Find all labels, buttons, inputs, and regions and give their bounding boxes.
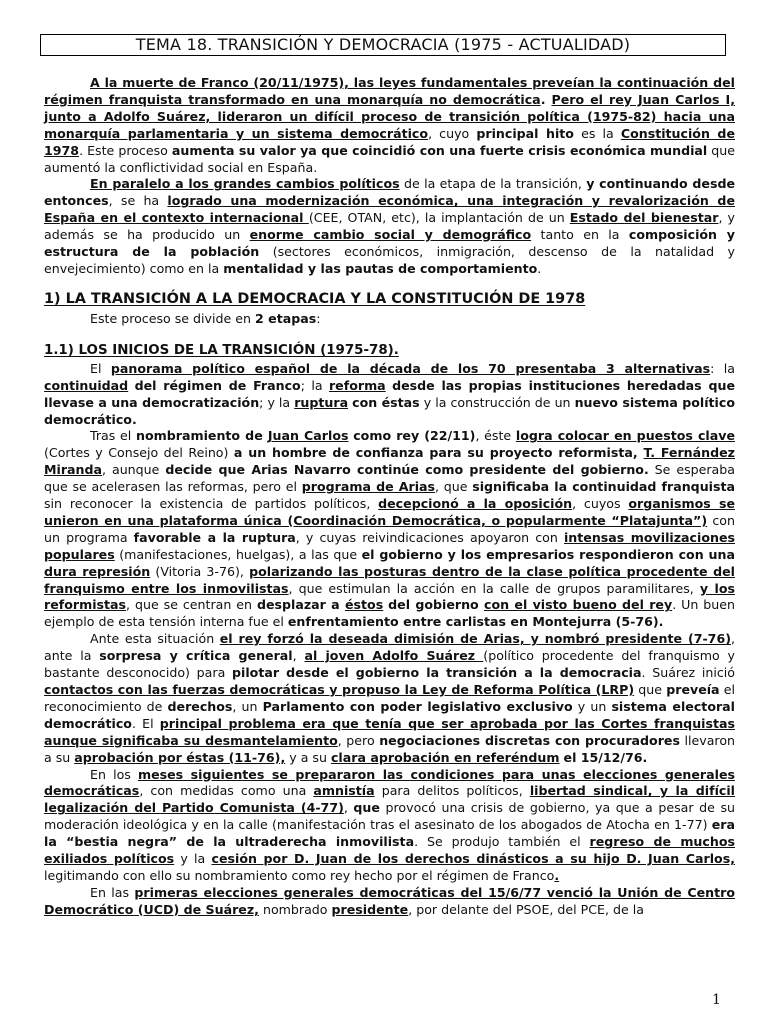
text-run: con éstas bbox=[352, 394, 420, 410]
text-run: 2 etapas bbox=[255, 310, 317, 326]
text-run: logrado una modernización económica, una integración y revalorización de España en el contexto internacional bbox=[44, 193, 735, 226]
text-run: reforma bbox=[328, 377, 386, 393]
text-run: En paralelo a los grandes cambios políticos bbox=[90, 176, 400, 192]
text-run: composición y estructura de la población bbox=[44, 227, 735, 260]
section-1-intro: Este proceso se divide en 2 etapas: bbox=[90, 310, 321, 326]
text-run: Juan Carlos bbox=[267, 428, 349, 444]
text-run: intensas movilizaciones populares bbox=[44, 529, 735, 562]
text-run: significaba la continuidad franquista bbox=[472, 479, 735, 495]
text-run: sistema electoral democrático bbox=[44, 698, 735, 731]
text-run: enorme cambio social y demográfico bbox=[249, 227, 532, 243]
text-run: clara aprobación en referéndum bbox=[330, 749, 560, 765]
text-run: al joven Adolfo Suárez bbox=[304, 648, 484, 664]
text-run: dura represión bbox=[44, 563, 151, 579]
paragraph-1-1-c: Ante esta situación el rey forzó la deseada dimisión de Arias, y nombró presidente (7-76), ante la sorpresa y crítica general, al joven Adolfo Suárez (político procedente del franquismo y bastante desconocido) para pilotar desde el gobierno la transición a la democracia. Suárez inició contactos con las fuerzas democráticas y propuso la Ley de Reforma Política (LRP) que preveía el reconocimiento de derechos, un Parlamento con poder legislativo exclusivo y un sistema electoral democrático. El principal problema era que tenía que ser aprobada por las Cortes franquistas aunque significaba su desmantelamiento, pero negociaciones discretas con procuradores llevaron a su aprobación por éstas (11-76), y a su clara aprobación en referéndum el 15/12/76. bbox=[44, 631, 736, 765]
text-run: panorama político español de la década de los 70 presentaba 3 alternativas bbox=[110, 360, 711, 376]
text-run: preveía bbox=[666, 682, 720, 697]
text-run: A la muerte de Franco (20/11/1975), las leyes fundamentales preveían la continuación del régimen franquista transformado en una monarquía no democrática bbox=[44, 75, 735, 107]
text-run: cesión por D. Juan de los derechos dinásticos a su hijo D. Juan Carlos, bbox=[211, 851, 735, 867]
text-run: programa de Arias bbox=[301, 479, 436, 495]
text-run: sorpresa y crítica general bbox=[99, 648, 293, 664]
text-run: con el visto bueno del rey bbox=[484, 597, 673, 613]
text-run: derechos bbox=[167, 698, 233, 714]
paragraph-intro-2: En paralelo a los grandes cambios políticos de la etapa de la transición, y continuando desde entonces, se ha logrado una modernización económica, una integración y revalorización de España en el contexto internacional (CEE, OTAN, etc), la implantación de un Estado del bienestar, y además se ha producido un enorme cambio social y demográfico tanto en la composición y estructura de la población (sectores económicos, inmigración, descenso de la natalidad y envejecimiento) como en la mentalidad y las pautas de comportamiento. bbox=[44, 176, 735, 276]
text-run: primeras elecciones generales democráticas del 15/6/77 venció la Unión de Centro Democrático (UCD) de Suárez, bbox=[44, 884, 735, 917]
text-run: contactos con las fuerzas democráticas y propuso la Ley de Reforma Política (LRP) bbox=[44, 682, 635, 697]
text-run: continuidad bbox=[44, 377, 129, 393]
paragraph-1-1-a: El panorama político español de la década de los 70 presentaba 3 alternativas: la continuidad del régimen de Franco; la reforma desde las propias instituciones heredadas que llevase a una democratización; y la ruptura con éstas y la construcción de un nuevo sistema político democrático. bbox=[44, 360, 735, 427]
text-run: T. Fernández Miranda bbox=[44, 445, 735, 478]
text-run: éstos bbox=[344, 597, 384, 613]
document-title: TEMA 18. TRANSICIÓN Y DEMOCRACIA (1975 - ACTUALIDAD) bbox=[40, 34, 726, 56]
text-run: nuevo sistema político democrático. bbox=[44, 394, 735, 427]
text-run: del gobierno bbox=[388, 597, 485, 613]
text-run: que bbox=[353, 800, 380, 816]
paragraph-1-1-b: Tras el nombramiento de Juan Carlos como rey (22/11), éste logra colocar en puestos clave (Cortes y Consejo del Reino) a un hombre de confianza para su proyecto reformista, T. Fernández Miranda, aunque decide que Arias Navarro continúe como presidente del gobierno. Se esperaba que se acelerasen las reformas, pero el programa de Arias, que significaba la continuidad franquista sin reconocer la existencia de partidos políticos, decepcionó a la oposición, cuyos organismos se unieron en una plataforma única (Coordinación Democrática, o popularmente “Platajunta”) con un programa favorable a la ruptura, y cuyas reivindicaciones apoyaron con intensas movilizaciones populares (manifestaciones, huelgas), a las que el gobierno y los empresarios respondieron con una dura represión (Vitoria 3-76), polarizando las posturas dentro de la clase política procedente del franquismo entre los inmovilistas, que estimulan la acción en la calle de grupos paramilitares, y los reformistas, que se centran en desplazar a éstos del gobierno con el visto bueno del rey. Un buen ejemplo de esta tensión interna fue el enfrentamiento entre carlistas en Montejurra (5-76). bbox=[44, 428, 735, 630]
paragraph-1-1-e: En las primeras elecciones generales democráticas del 15/6/77 venció la Unión de Centro Democrático (UCD) de Suárez, nombrado presidente, por delante del PSOE, del PCE, de la bbox=[44, 884, 735, 917]
text-run: negociaciones discretas con procuradores bbox=[379, 732, 680, 748]
text-run: el rey forzó la deseada dimisión de Arias, y nombró presidente (7-76) bbox=[219, 631, 731, 647]
text-run: presidente bbox=[331, 901, 409, 917]
text-run: meses siguientes se prepararon las condiciones para unas elecciones generales democráticas bbox=[44, 766, 735, 799]
text-run: enfrentamiento entre carlistas en Montejurra (5-76). bbox=[287, 614, 664, 630]
text-run: el 15/12/76. bbox=[563, 749, 648, 765]
text-run: desde las propias instituciones heredadas que llevase a una democratización bbox=[44, 377, 735, 410]
text-run: como rey (22/11) bbox=[353, 428, 476, 444]
text-run: libertad sindical, y la difícil legalización del Partido Comunista (4-77) bbox=[44, 783, 735, 816]
text-run: Pero el rey Juan Carlos I, junto a Adolfo Suárez, lideraron un difícil proceso de transición política (1975-82) hacia una monarquía parlamentaria y un sistema democrático bbox=[44, 91, 735, 141]
text-run: desplazar a bbox=[256, 597, 345, 613]
section-1-1-heading: 1.1) LOS INICIOS DE LA TRANSICIÓN (1975-78). bbox=[44, 342, 399, 358]
text-run: decide que Arias Navarro continúe como presidente del gobierno. bbox=[165, 462, 649, 478]
text-run: . bbox=[554, 867, 560, 883]
text-run: Estado del bienestar bbox=[569, 210, 719, 226]
text-run: era la “bestia negra” de la ultraderecha inmovilista bbox=[44, 817, 735, 850]
text-run: Constitución de 1978 bbox=[44, 125, 735, 158]
text-run: polarizando las posturas dentro de la clase política procedente del franquismo entre los inmovilistas bbox=[44, 563, 735, 596]
text-run: mentalidad y las pautas de comportamiento bbox=[223, 260, 538, 276]
text-run: principal hito bbox=[476, 125, 574, 141]
document-body bbox=[44, 75, 735, 919]
text-run: principal problema era que tenía que ser aprobada por las Cortes franquistas bbox=[159, 715, 735, 731]
text-run: . bbox=[540, 91, 552, 107]
text-run: amnistía bbox=[313, 783, 375, 799]
text-run: pilotar desde el gobierno la transición a la democracia bbox=[232, 665, 642, 681]
text-run: regreso de muchos exiliados políticos bbox=[44, 834, 735, 867]
text-run: decepcionó a la oposición bbox=[378, 496, 573, 512]
text-run: organismos se unieron en una plataforma única (Coordinación Democrática, o popularmente “Platajunta”) bbox=[44, 496, 735, 528]
text-run: ruptura bbox=[294, 394, 349, 410]
paragraph-1-1-d: En los meses siguientes se prepararon las condiciones para unas elecciones generales democráticas, con medidas como una amnistía para delitos políticos, libertad sindical, y la difícil legalización del Partido Comunista (4-77), que provocó una crisis de gobierno, ya que a pesar de su moderación ideológica y en la calle (manifestación tras el asesinato de los abogados de Atocha en 1-77) era la “bestia negra” de la ultraderecha inmovilista. Se produjo también el regreso de muchos exiliados políticos y la cesión por D. Juan de los derechos dinásticos a su hijo D. Juan Carlos, legitimando con ello su nombramiento como rey hecho por el régimen de Franco. bbox=[44, 766, 735, 883]
text-run: Parlamento con poder legislativo exclusivo bbox=[262, 698, 573, 714]
text-run: favorable a la ruptura bbox=[133, 529, 296, 545]
text-run: aunque significaba su desmantelamiento bbox=[44, 732, 338, 748]
text-run: logra colocar en puestos clave bbox=[515, 428, 735, 444]
text-run: aprobación por éstas (11-76), bbox=[74, 749, 286, 765]
text-run: y continuando desde entonces bbox=[44, 176, 735, 209]
paragraph-intro-1: A la muerte de Franco (20/11/1975), las leyes fundamentales preveían la continuación del régimen franquista transformado en una monarquía no democrática. Pero el rey Juan Carlos I, junto a Adolfo Suárez, lideraron un difícil proceso de transición política (1975-82) hacia una monarquía parlamentaria y un sistema democrático, cuyo principal hito es la Constitución de 1978. Este proceso aumenta su valor ya que coincidió con una fuerte crisis económica mundial que aumentó la conflictividad social en España. bbox=[44, 75, 735, 175]
page-number: 1 bbox=[712, 992, 721, 1008]
text-run: a un hombre de confianza para su proyecto reformista, bbox=[233, 445, 644, 461]
text-run: nombramiento de bbox=[136, 428, 268, 444]
text-run: y los reformistas bbox=[44, 580, 735, 613]
text-run: el gobierno y los empresarios respondieron con una bbox=[361, 546, 735, 562]
text-run: del régimen de Franco bbox=[134, 377, 301, 393]
text-run: aumenta su valor ya que coincidió con una fuerte crisis económica mundial bbox=[171, 142, 708, 158]
section-1-heading: 1) LA TRANSICIÓN A LA DEMOCRACIA Y LA CONSTITUCIÓN DE 1978 bbox=[44, 290, 586, 307]
